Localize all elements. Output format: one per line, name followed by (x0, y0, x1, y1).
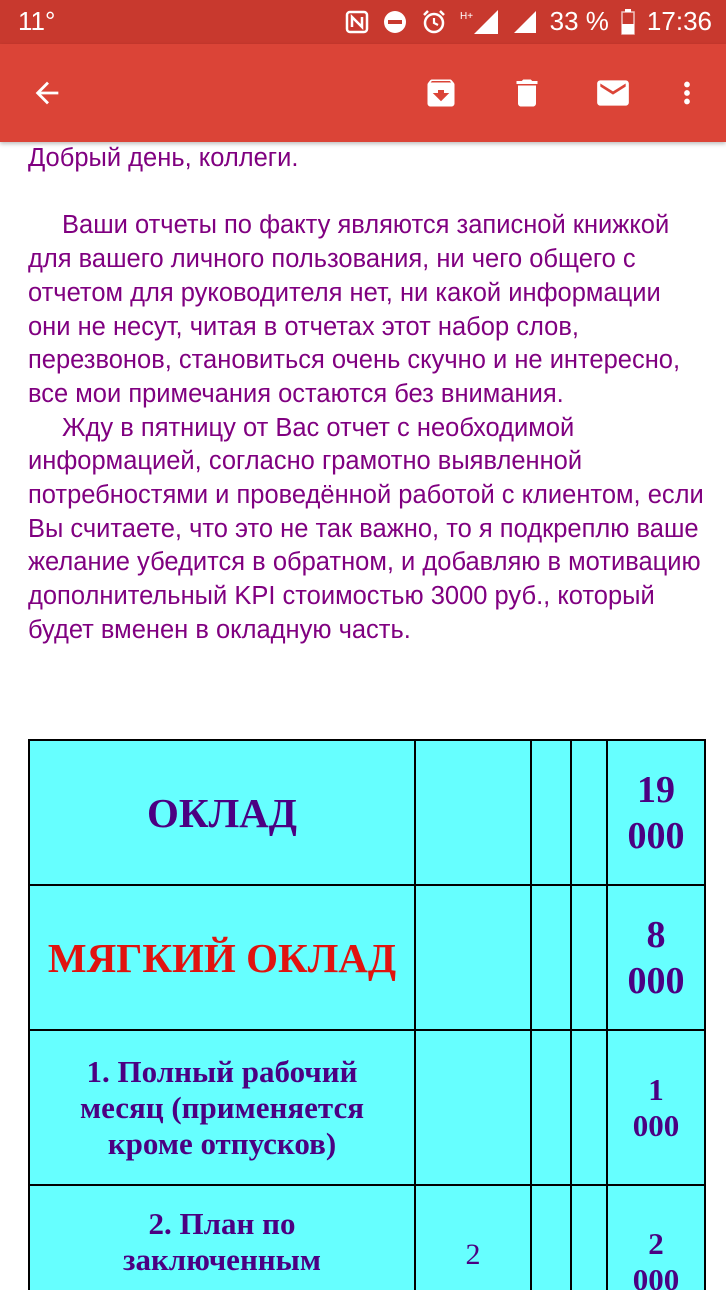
message-body (0, 142, 726, 1290)
letter-text (28, 142, 708, 648)
table-cell (571, 740, 607, 885)
more-options-button[interactable] (660, 66, 714, 120)
table-cell (531, 740, 571, 885)
salary-table (28, 739, 706, 1290)
table-row (29, 1030, 705, 1185)
table-cell-label: 2. План по заключенным (29, 1185, 415, 1290)
more-vert-icon (670, 76, 704, 110)
do-not-disturb-icon (382, 9, 408, 35)
table-cell (415, 740, 531, 885)
clock-time: 17:36 (646, 6, 712, 36)
table-cell-label: 1. Полный рабочий месяц (применяется кроме отпусков) (29, 1030, 415, 1185)
table-cell-value: 8 000 (607, 885, 705, 1030)
table-cell (531, 885, 571, 1030)
table-cell-label (29, 885, 415, 1030)
back-button[interactable] (20, 66, 74, 120)
table-cell (571, 1185, 607, 1290)
table-row (29, 1185, 705, 1290)
network-hplus-icon (460, 8, 500, 36)
table-cell (415, 885, 531, 1030)
paragraph-2: Жду в пятницу от Вас отчет с необходимой информацией, согласно грамотно выявленной потребностями и проведённой работой с клиентом, если Вы считаете, что это не так важно, то я подкреплю ваше желание убедится в обратном, и добавляю в мотивацию дополнительный KPI стоимостью 3000 руб., который будет вменен в окладную часть. (28, 413, 704, 644)
mail-icon (594, 74, 632, 112)
table-row (29, 885, 705, 1030)
signal-icon (512, 9, 538, 35)
table-cell-value: 1 000 (607, 1030, 705, 1185)
salary-label: ОКЛАД (147, 789, 297, 836)
battery-percent: 33 % (549, 6, 609, 36)
table-cell (531, 1185, 571, 1290)
archive-button[interactable] (414, 66, 468, 120)
nfc-icon (344, 9, 370, 35)
battery-icon (621, 9, 635, 35)
soft-salary-label: МЯГКИЙ ОКЛАД (47, 934, 397, 981)
archive-icon (423, 75, 459, 111)
table-cell-label (29, 740, 415, 885)
delete-icon (509, 75, 545, 111)
temperature: 11° (18, 6, 56, 36)
table-cell-value: 19 000 (607, 740, 705, 885)
table-cell (531, 1030, 571, 1185)
mail-button[interactable] (586, 66, 640, 120)
table-row (29, 740, 705, 885)
blank-line (28, 176, 708, 210)
greeting: Добрый день, коллеги. (28, 144, 299, 172)
svg-text:H+: H+ (459, 10, 473, 22)
alarm-icon (420, 8, 448, 36)
back-arrow-icon (30, 76, 64, 110)
status-bar (0, 0, 726, 44)
delete-button[interactable] (500, 66, 554, 120)
table-cell (571, 1030, 607, 1185)
table-cell (415, 1030, 531, 1185)
table-cell-value: 2 000 (607, 1185, 705, 1290)
table-cell (571, 885, 607, 1030)
app-bar (0, 44, 726, 142)
table-cell: 2 (415, 1185, 531, 1290)
paragraph-1: Ваши отчеты по факту являются записной книжкой для вашего личного пользования, ни чего общего с отчетом для руководителя нет, ни какой информации они не несут, читая в отчетах этот набор слов, перезвонов, становиться очень скучно и не интересно, все мои примечания остаются без внимания. (28, 211, 681, 408)
